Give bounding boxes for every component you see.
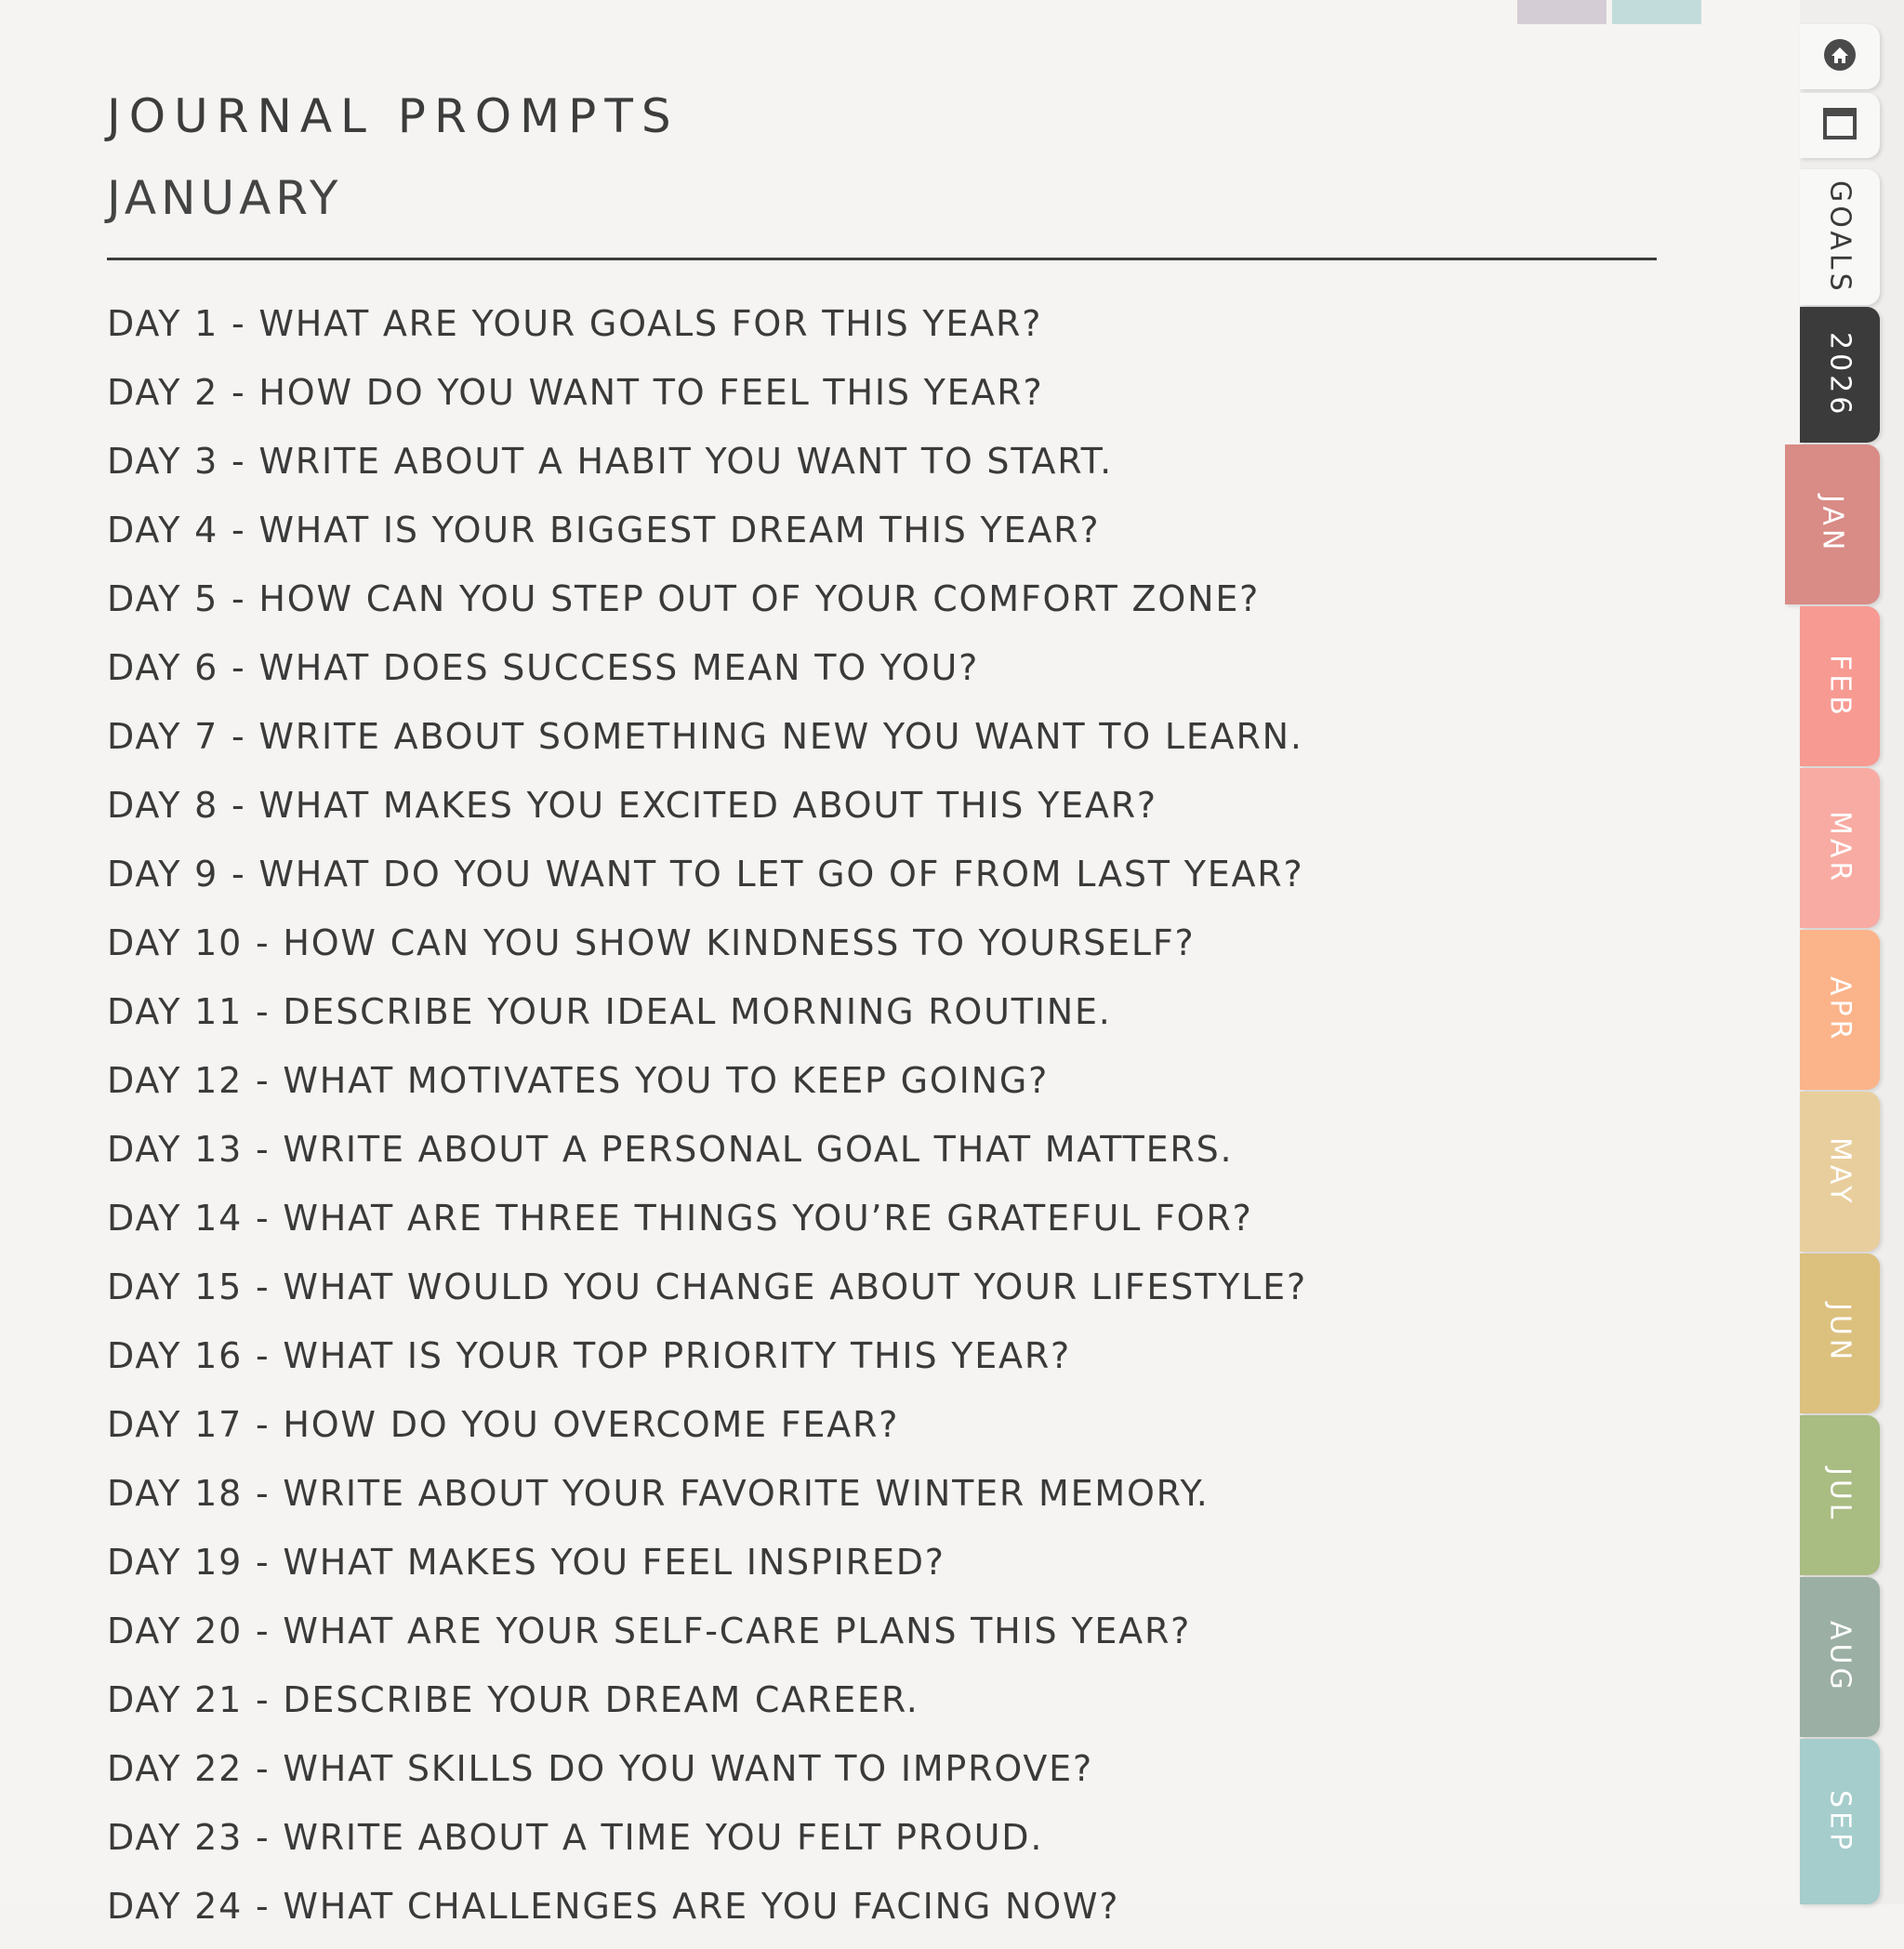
prompt-day-9: DAY 9 - WHAT DO YOU WANT TO LET GO OF FROM LAST YEAR? xyxy=(107,854,1304,895)
prompt-day-10: DAY 10 - HOW CAN YOU SHOW KINDNESS TO YOURSELF? xyxy=(107,922,1196,963)
tab-feb[interactable] xyxy=(1800,606,1880,766)
top-tab-aqua[interactable] xyxy=(1612,0,1701,24)
tab-jan-label: JAN xyxy=(1816,495,1849,554)
tab-2026-label: 2026 xyxy=(1823,331,1857,418)
tab-mar-label: MAR xyxy=(1823,811,1857,885)
home-tab[interactable] xyxy=(1800,24,1880,89)
tab-jul-label: JUL xyxy=(1823,1467,1857,1523)
prompt-day-11: DAY 11 - DESCRIBE YOUR IDEAL MORNING ROUTINE. xyxy=(107,991,1112,1032)
tab-jun-label: JUN xyxy=(1823,1303,1857,1364)
prompt-day-21: DAY 21 - DESCRIBE YOUR DREAM CAREER. xyxy=(107,1679,919,1720)
tab-mar[interactable] xyxy=(1800,768,1880,928)
tab-aug[interactable] xyxy=(1800,1577,1880,1737)
prompt-day-14: DAY 14 - WHAT ARE THREE THINGS YOU’RE GRATEFUL FOR? xyxy=(107,1198,1253,1239)
tab-feb-label: FEB xyxy=(1823,654,1857,719)
tab-may[interactable] xyxy=(1800,1092,1880,1252)
page-title: JOURNAL PROMPTS xyxy=(107,89,680,143)
tab-may-label: MAY xyxy=(1823,1136,1857,1207)
tab-sep-label: SEP xyxy=(1823,1789,1857,1854)
tab-sep[interactable] xyxy=(1800,1739,1880,1904)
tab-jun[interactable] xyxy=(1800,1253,1880,1413)
prompt-day-4: DAY 4 - WHAT IS YOUR BIGGEST DREAM THIS YEAR? xyxy=(107,510,1101,550)
tab-apr[interactable] xyxy=(1800,930,1880,1090)
month-subtitle: JANUARY xyxy=(107,171,343,225)
prompt-day-17: DAY 17 - HOW DO YOU OVERCOME FEAR? xyxy=(107,1404,900,1445)
tab-goals[interactable] xyxy=(1800,169,1880,305)
prompt-day-19: DAY 19 - WHAT MAKES YOU FEEL INSPIRED? xyxy=(107,1542,945,1583)
prompt-day-1: DAY 1 - WHAT ARE YOUR GOALS FOR THIS YEAR? xyxy=(107,303,1043,344)
tab-jul[interactable] xyxy=(1800,1415,1880,1575)
page-tab[interactable] xyxy=(1800,93,1880,158)
tab-apr-label: APR xyxy=(1823,976,1857,1043)
tab-2026[interactable] xyxy=(1800,307,1880,443)
prompt-day-8: DAY 8 - WHAT MAKES YOU EXCITED ABOUT THIS YEAR? xyxy=(107,785,1157,826)
prompt-day-5: DAY 5 - HOW CAN YOU STEP OUT OF YOUR COMFORT ZONE? xyxy=(107,578,1261,619)
prompt-day-23: DAY 23 - WRITE ABOUT A TIME YOU FELT PROUD. xyxy=(107,1817,1044,1858)
top-tab-lavender[interactable] xyxy=(1517,0,1606,24)
home-icon xyxy=(1822,37,1858,76)
page-icon xyxy=(1821,105,1858,146)
prompt-day-22: DAY 22 - WHAT SKILLS DO YOU WANT TO IMPROVE? xyxy=(107,1748,1093,1789)
prompt-day-24: DAY 24 - WHAT CHALLENGES ARE YOU FACING NOW? xyxy=(107,1886,1120,1927)
prompt-day-20: DAY 20 - WHAT ARE YOUR SELF-CARE PLANS THIS YEAR? xyxy=(107,1611,1192,1651)
header-divider xyxy=(107,258,1657,260)
prompt-day-7: DAY 7 - WRITE ABOUT SOMETHING NEW YOU WANT TO LEARN. xyxy=(107,716,1303,757)
prompt-day-18: DAY 18 - WRITE ABOUT YOUR FAVORITE WINTER MEMORY. xyxy=(107,1473,1210,1514)
prompt-day-15: DAY 15 - WHAT WOULD YOU CHANGE ABOUT YOUR LIFESTYLE? xyxy=(107,1266,1307,1307)
prompt-day-6: DAY 6 - WHAT DOES SUCCESS MEAN TO YOU? xyxy=(107,647,980,688)
tab-aug-label: AUG xyxy=(1823,1621,1857,1693)
tab-jan[interactable] xyxy=(1785,444,1880,604)
tab-goals-label: GOALS xyxy=(1823,179,1857,295)
prompt-list xyxy=(107,298,1307,1949)
prompt-day-3: DAY 3 - WRITE ABOUT A HABIT YOU WANT TO START. xyxy=(107,441,1114,482)
prompt-day-2: DAY 2 - HOW DO YOU WANT TO FEEL THIS YEAR? xyxy=(107,372,1044,413)
prompt-day-16: DAY 16 - WHAT IS YOUR TOP PRIORITY THIS YEAR? xyxy=(107,1335,1072,1376)
prompt-day-12: DAY 12 - WHAT MOTIVATES YOU TO KEEP GOING? xyxy=(107,1060,1050,1101)
prompt-day-13: DAY 13 - WRITE ABOUT A PERSONAL GOAL THAT MATTERS. xyxy=(107,1129,1234,1170)
